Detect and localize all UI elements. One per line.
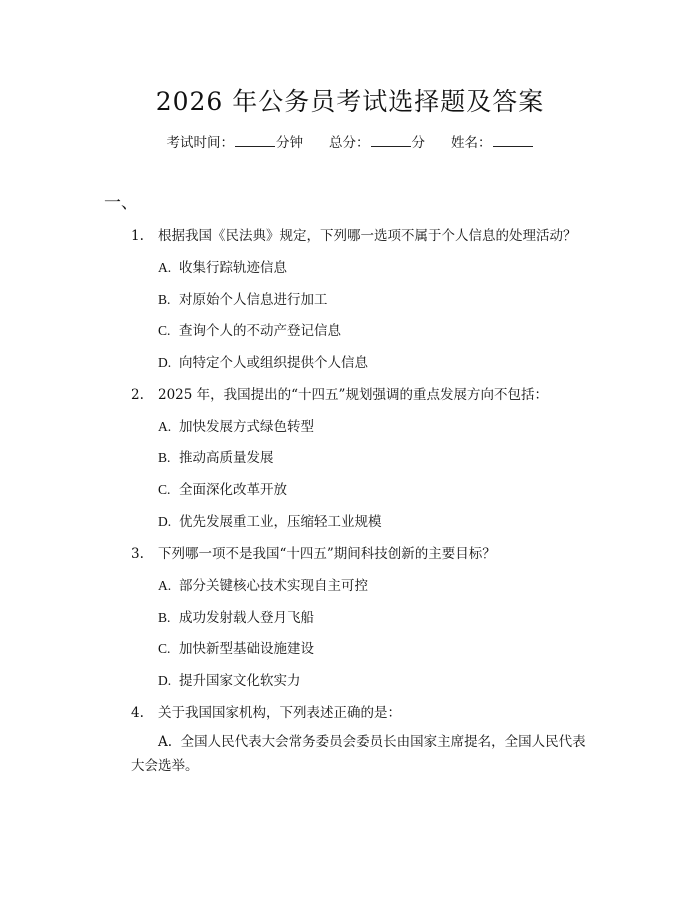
question-1-option-c: [158, 319, 341, 339]
score-unit: 分: [411, 135, 425, 151]
question-3-option-a: [158, 574, 368, 594]
question-3-option-c: [158, 637, 314, 657]
question-4: [131, 701, 401, 721]
option-text: 推动高质量发展: [179, 450, 274, 466]
option-key: B.: [158, 450, 171, 465]
page-title: 2026 年公务员考试选择题及答案: [155, 87, 545, 116]
option-key: C.: [158, 482, 171, 497]
time-blank: [235, 134, 275, 147]
question-number: 2.: [131, 387, 144, 403]
name-label: 姓名：: [451, 135, 492, 151]
option-key: A.: [158, 734, 173, 750]
question-text: 下列哪一项不是我国“十四五”期间科技创新的主要目标？: [158, 546, 496, 562]
option-text: 部分关键核心技术实现自主可控: [179, 578, 368, 594]
score-blank: [371, 134, 411, 147]
option-key: D.: [158, 673, 172, 688]
option-text: 提升国家文化软实力: [179, 673, 301, 689]
option-key: A.: [158, 260, 172, 275]
time-unit: 分钟: [276, 135, 303, 151]
option-key: A.: [158, 578, 172, 593]
option-text: 优先发展重工业，压缩轻工业规模: [179, 514, 382, 530]
option-text: 加快新型基础设施建设: [179, 641, 314, 657]
question-text: 根据我国《民法典》规定，下列哪一选项不属于个人信息的处理活动？: [158, 228, 577, 244]
section-heading: 一、: [104, 193, 138, 213]
question-2-option-a: [158, 415, 314, 435]
option-text: 加快发展方式绿色转型: [179, 419, 314, 435]
option-text: 对原始个人信息进行加工: [179, 292, 328, 308]
question-2-option-b: [158, 446, 274, 466]
score-label: 总分：: [329, 135, 370, 151]
question-2-option-c: [158, 478, 287, 498]
question-3-option-d: [158, 669, 301, 689]
question-number: 3.: [131, 546, 144, 562]
question-1-option-a: [158, 256, 287, 276]
option-text: 全面深化改革开放: [179, 482, 287, 498]
option-key: B.: [158, 292, 171, 307]
question-1: [131, 224, 577, 244]
option-text: 查询个人的不动产登记信息: [179, 323, 341, 339]
option-key: D.: [158, 355, 172, 370]
option-text: 向特定个人或组织提供个人信息: [179, 355, 368, 371]
option-key: C.: [158, 323, 171, 338]
question-3: [131, 542, 496, 562]
time-label: 考试时间：: [166, 135, 234, 151]
question-2-option-d: [158, 510, 382, 530]
question-2: [131, 383, 548, 403]
option-key: D.: [158, 514, 172, 529]
option-key: C.: [158, 641, 171, 656]
question-3-option-b: [158, 606, 314, 626]
question-4-option-a: [131, 730, 593, 778]
question-number: 1.: [131, 228, 144, 244]
question-1-option-b: [158, 288, 328, 308]
option-key: A.: [158, 419, 172, 434]
option-text: 全国人民代表大会常务委员会委员长由国家主席提名，全国人民代表大会选举。: [131, 734, 586, 774]
option-text: 收集行踪轨迹信息: [179, 260, 287, 276]
option-text: 成功发射载人登月飞船: [179, 610, 314, 626]
question-text: 2025 年，我国提出的“十四五”规划强调的重点发展方向不包括：: [158, 387, 548, 403]
exam-meta: [0, 131, 700, 151]
question-text: 关于我国国家机构，下列表述正确的是：: [158, 705, 401, 721]
option-key: B.: [158, 610, 171, 625]
question-1-option-d: [158, 351, 368, 371]
name-blank: [493, 134, 533, 147]
question-number: 4.: [131, 705, 144, 721]
